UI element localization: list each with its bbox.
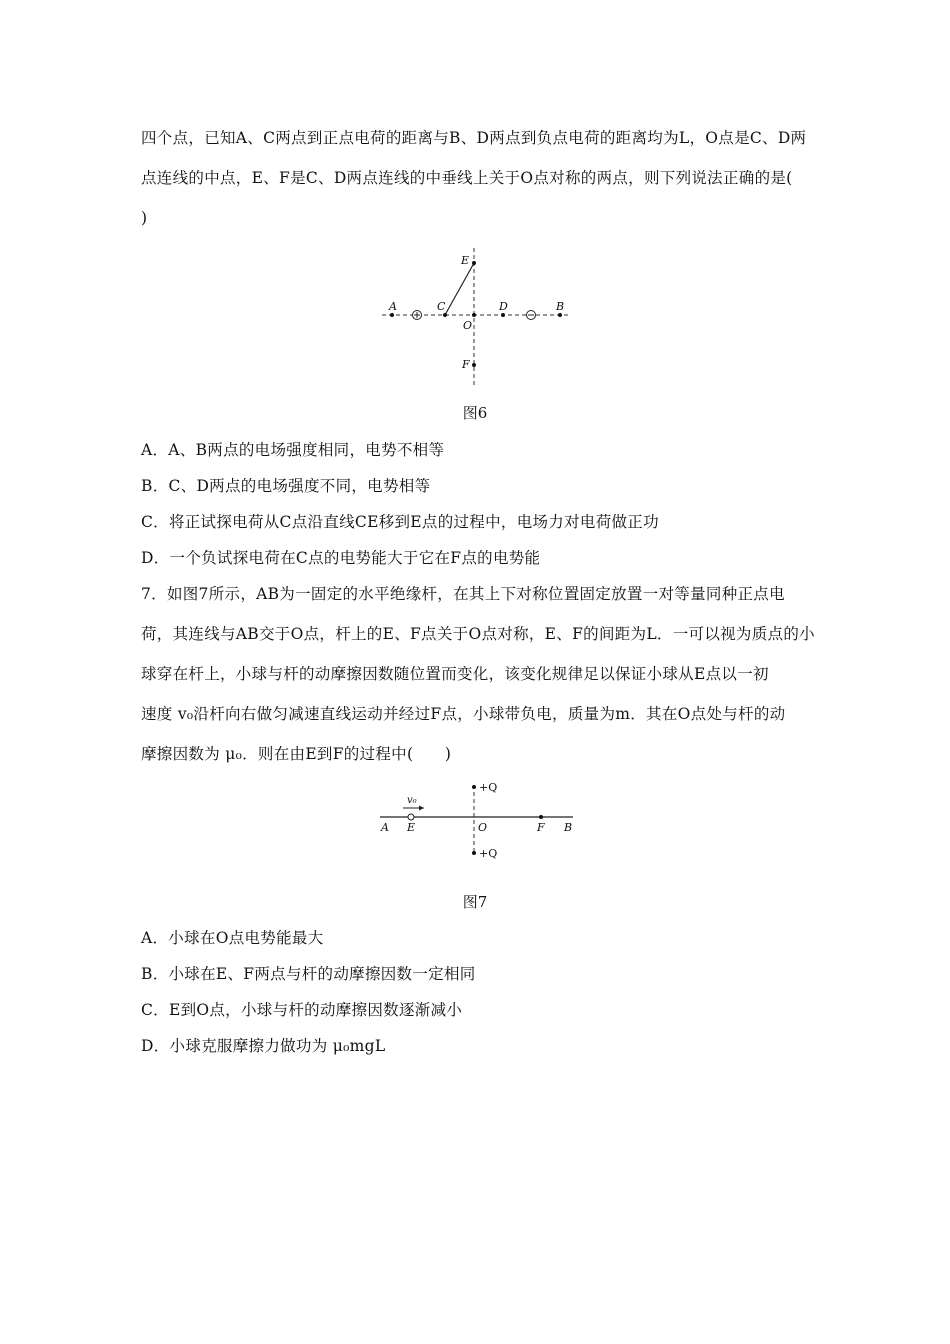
fig6-label-c: C — [437, 300, 446, 313]
q7-stem-line-4: 速度 v₀沿杆向右做匀减速直线运动并经过F点，小球带负电，质量为m．其在O点处与杆的动 — [141, 705, 786, 723]
fig6-point-f — [472, 363, 476, 367]
fig6-label-f: F — [462, 358, 470, 371]
q7-option-d: D．小球克服摩擦力做功为 μ₀mgL — [141, 1037, 386, 1055]
fig6-point-o — [472, 313, 476, 317]
figure-7-caption: 图7 — [462, 893, 488, 911]
figure-6-caption: 图6 — [462, 404, 488, 422]
fig7-label-v0: v₀ — [407, 795, 417, 806]
fig7-label-a: A — [381, 821, 389, 834]
q7-option-b: B．小球在E、F两点与杆的动摩擦因数一定相同 — [141, 965, 476, 983]
q6-option-b: B．C、D两点的电场强度不同，电势相等 — [141, 477, 431, 495]
fig6-point-c — [443, 313, 447, 317]
fig6-point-a — [390, 313, 394, 317]
fig6-label-e: E — [461, 254, 470, 267]
q6-intro-line-3: ) — [141, 209, 148, 227]
figure-6 — [370, 240, 590, 390]
q6-intro-line-2: 点连线的中点，E、F是C、D两点连线的中垂线上关于O点对称的两点，则下列说法正确的是( — [141, 169, 793, 187]
q7-option-c: C．E到O点，小球与杆的动摩擦因数逐渐减小 — [141, 1001, 463, 1019]
q6-option-c: C．将正试探电荷从C点沿直线CE移到E点的过程中，电场力对电荷做正功 — [141, 513, 659, 531]
fig7-point-f — [539, 815, 543, 819]
fig6-line-ce — [445, 263, 474, 315]
q7-stem-line-3: 球穿在杆上，小球与杆的动摩擦因数随位置而变化，该变化规律足以保证小球从E点以一初 — [141, 665, 769, 683]
q6-intro-line-1: 四个点，已知A、C两点到正点电荷的距离与B、D两点到负点电荷的距离均为L，O点是C、D两 — [141, 129, 807, 147]
fig6-point-d — [501, 313, 505, 317]
fig6-label-a: A — [389, 300, 397, 313]
fig6-point-e — [472, 261, 476, 265]
fig7-label-q-top: +Q — [479, 781, 498, 794]
q6-option-a: A．A、B两点的电场强度相同，电势不相等 — [141, 441, 445, 459]
fig7-ball — [408, 814, 414, 820]
fig6-label-o: O — [463, 319, 473, 332]
q7-stem-line-2: 荷，其连线与AB交于O点，杆上的E、F点关于O点对称，E、F的间距为L．一可以视为质点的小 — [141, 625, 815, 643]
q7-option-a: A．小球在O点电势能最大 — [141, 929, 324, 947]
fig7-label-o: O — [478, 821, 488, 834]
fig7-charge-bottom — [472, 851, 476, 855]
fig7-label-f: F — [537, 821, 545, 834]
fig7-label-b: B — [564, 821, 573, 834]
q7-stem-line-5: 摩擦因数为 μ₀．则在由E到F的过程中( ) — [141, 745, 452, 763]
fig6-label-b: B — [556, 300, 565, 313]
q6-option-d: D．一个负试探电荷在C点的电势能大于它在F点的电势能 — [141, 549, 541, 567]
fig6-point-b — [558, 313, 562, 317]
figure-7 — [370, 775, 590, 870]
fig7-charge-top — [472, 785, 476, 789]
q7-stem-line-1: 7．如图7所示，AB为一固定的水平绝缘杆，在其上下对称位置固定放置一对等量同种正点电 — [141, 585, 785, 603]
fig7-label-e: E — [407, 821, 416, 834]
fig7-label-q-bottom: +Q — [479, 847, 498, 860]
fig6-label-d: D — [499, 300, 508, 313]
